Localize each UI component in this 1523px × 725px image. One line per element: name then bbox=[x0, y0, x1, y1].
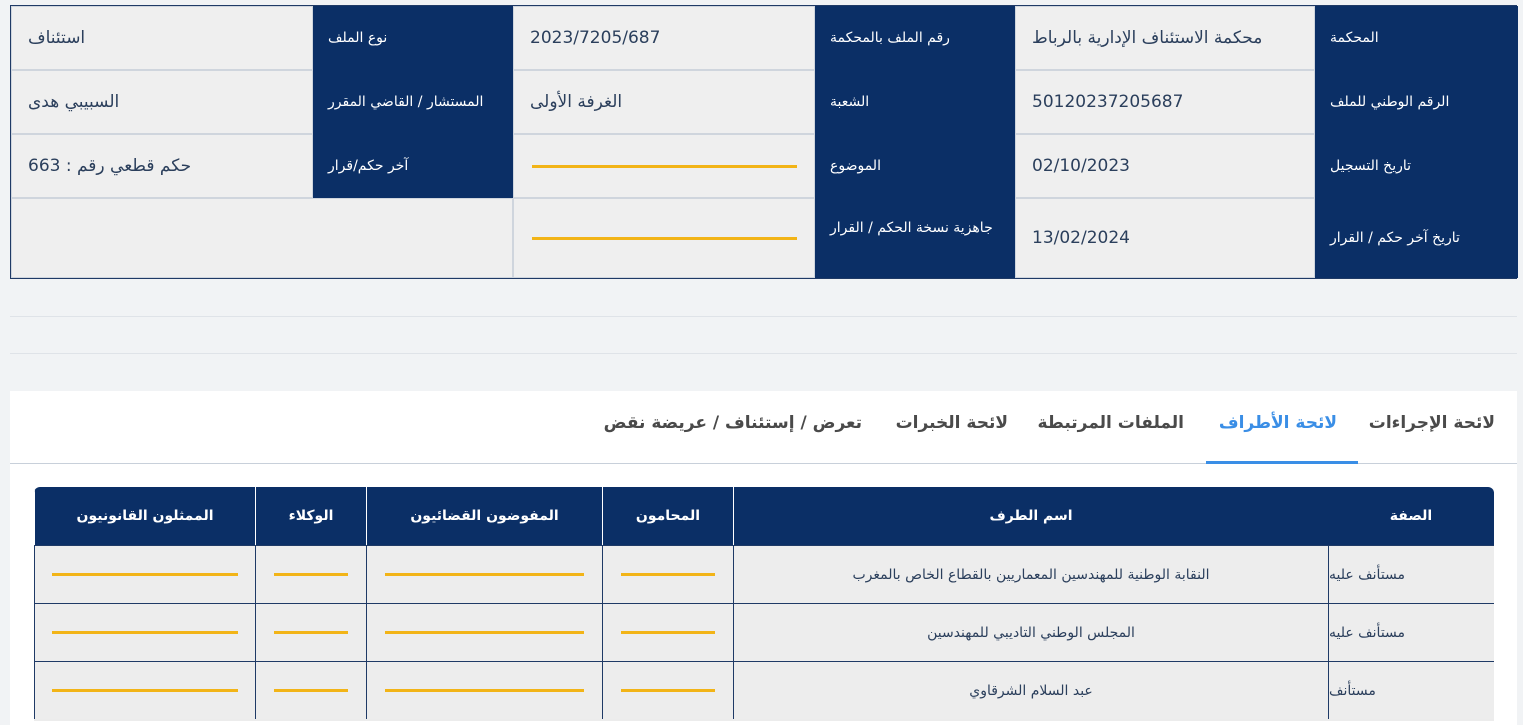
empty-value-line bbox=[385, 573, 584, 576]
empty-value-line bbox=[52, 631, 238, 634]
header-lawyers: المحامون bbox=[602, 487, 733, 545]
court-file-number-label: رقم الملف بالمحكمة bbox=[815, 6, 1015, 70]
row-legal-representatives-empty bbox=[34, 546, 255, 603]
division-value: الغرفة الأولى bbox=[513, 70, 815, 134]
empty-value-line bbox=[532, 237, 797, 240]
last-judgment-date-label: تاريخ آخر حكم / القرار bbox=[1315, 198, 1518, 278]
empty-cell bbox=[11, 198, 513, 278]
last-judgment-date-value: 13/02/2024 bbox=[1015, 198, 1315, 278]
row-agents-empty bbox=[255, 662, 366, 719]
court-value: محكمة الاستئناف الإدارية بالرباط bbox=[1015, 6, 1315, 70]
row-lawyers-empty bbox=[602, 604, 733, 661]
empty-value-line bbox=[274, 631, 348, 634]
national-number-value: 50120237205687 bbox=[1015, 70, 1315, 134]
division-label: الشعبة bbox=[815, 70, 1015, 134]
registration-date-label: تاريخ التسجيل bbox=[1315, 134, 1518, 198]
empty-value-line bbox=[52, 689, 238, 692]
file-type-label: نوع الملف bbox=[313, 6, 513, 70]
header-judicial-delegates: المفوضون القضائيون bbox=[366, 487, 602, 545]
national-number-label: الرقم الوطني للملف bbox=[1315, 70, 1518, 134]
copy-ready-label: جاهزية نسخة الحكم / القرار bbox=[815, 198, 1015, 278]
row-agents-empty bbox=[255, 604, 366, 661]
empty-value-line bbox=[621, 573, 715, 576]
registration-date-value: 02/10/2023 bbox=[1015, 134, 1315, 198]
row-capacity: مستأنف عليه bbox=[1328, 546, 1494, 603]
tab-parties[interactable]: لائحة الأطراف bbox=[1218, 413, 1337, 433]
row-party-name: النقابة الوطنية للمهندسين المعماريين بالقطاع الخاص بالمغرب bbox=[733, 546, 1328, 603]
file-type-value: استئناف bbox=[11, 6, 313, 70]
row-judicial-delegates-empty bbox=[366, 662, 602, 719]
empty-value-line bbox=[621, 631, 715, 634]
table-row bbox=[34, 603, 1494, 661]
court-file-number-value: 2023/7205/687 bbox=[513, 6, 815, 70]
header-party-name: اسم الطرف bbox=[733, 487, 1328, 545]
empty-value-line bbox=[274, 573, 348, 576]
header-agents: الوكلاء bbox=[255, 487, 366, 545]
divider bbox=[10, 316, 1517, 317]
row-party-name: عبد السلام الشرقاوي bbox=[733, 662, 1328, 719]
tab-expertises[interactable]: لائحة الخبرات bbox=[895, 413, 1008, 433]
empty-value-line bbox=[621, 689, 715, 692]
tab-bar bbox=[10, 391, 1517, 464]
table-row bbox=[34, 545, 1494, 603]
row-judicial-delegates-empty bbox=[366, 546, 602, 603]
court-label: المحكمة bbox=[1315, 6, 1518, 70]
row-lawyers-empty bbox=[602, 546, 733, 603]
tab-appeals[interactable]: تعرض / إستئناف / عريضة نقض bbox=[603, 413, 862, 433]
row-legal-representatives-empty bbox=[34, 662, 255, 719]
row-judicial-delegates-empty bbox=[366, 604, 602, 661]
row-lawyers-empty bbox=[602, 662, 733, 719]
empty-value-line bbox=[52, 573, 238, 576]
row-legal-representatives-empty bbox=[34, 604, 255, 661]
empty-value-line bbox=[274, 689, 348, 692]
counselor-label: المستشار / القاضي المقرر bbox=[313, 70, 513, 134]
case-info-table bbox=[10, 5, 1517, 279]
table-row bbox=[34, 661, 1494, 719]
row-agents-empty bbox=[255, 546, 366, 603]
copy-ready-value-empty bbox=[513, 198, 815, 278]
row-capacity: مستأنف عليه bbox=[1328, 604, 1494, 661]
counselor-value: السبيبي هدى bbox=[11, 70, 313, 134]
last-judgment-value: حكم قطعي رقم : 663 bbox=[11, 134, 313, 198]
empty-value-line bbox=[385, 631, 584, 634]
last-judgment-label: آخر حكم/قرار bbox=[313, 134, 513, 198]
row-capacity: مستأنف bbox=[1328, 662, 1494, 719]
divider bbox=[10, 353, 1517, 354]
row-party-name: المجلس الوطني التاديبي للمهندسين bbox=[733, 604, 1328, 661]
active-tab-indicator bbox=[1206, 461, 1358, 464]
parties-table bbox=[34, 487, 1494, 721]
subject-label: الموضوع bbox=[815, 134, 1015, 198]
tab-linked-files[interactable]: الملفات المرتبطة bbox=[1037, 413, 1184, 433]
header-capacity: الصفة bbox=[1328, 487, 1494, 545]
empty-value-line bbox=[385, 689, 584, 692]
tab-procedures[interactable]: لائحة الإجراءات bbox=[1368, 413, 1495, 433]
empty-value-line bbox=[532, 165, 797, 168]
subject-value-empty bbox=[513, 134, 815, 198]
header-legal-representatives: الممثلون القانونيون bbox=[34, 487, 255, 545]
